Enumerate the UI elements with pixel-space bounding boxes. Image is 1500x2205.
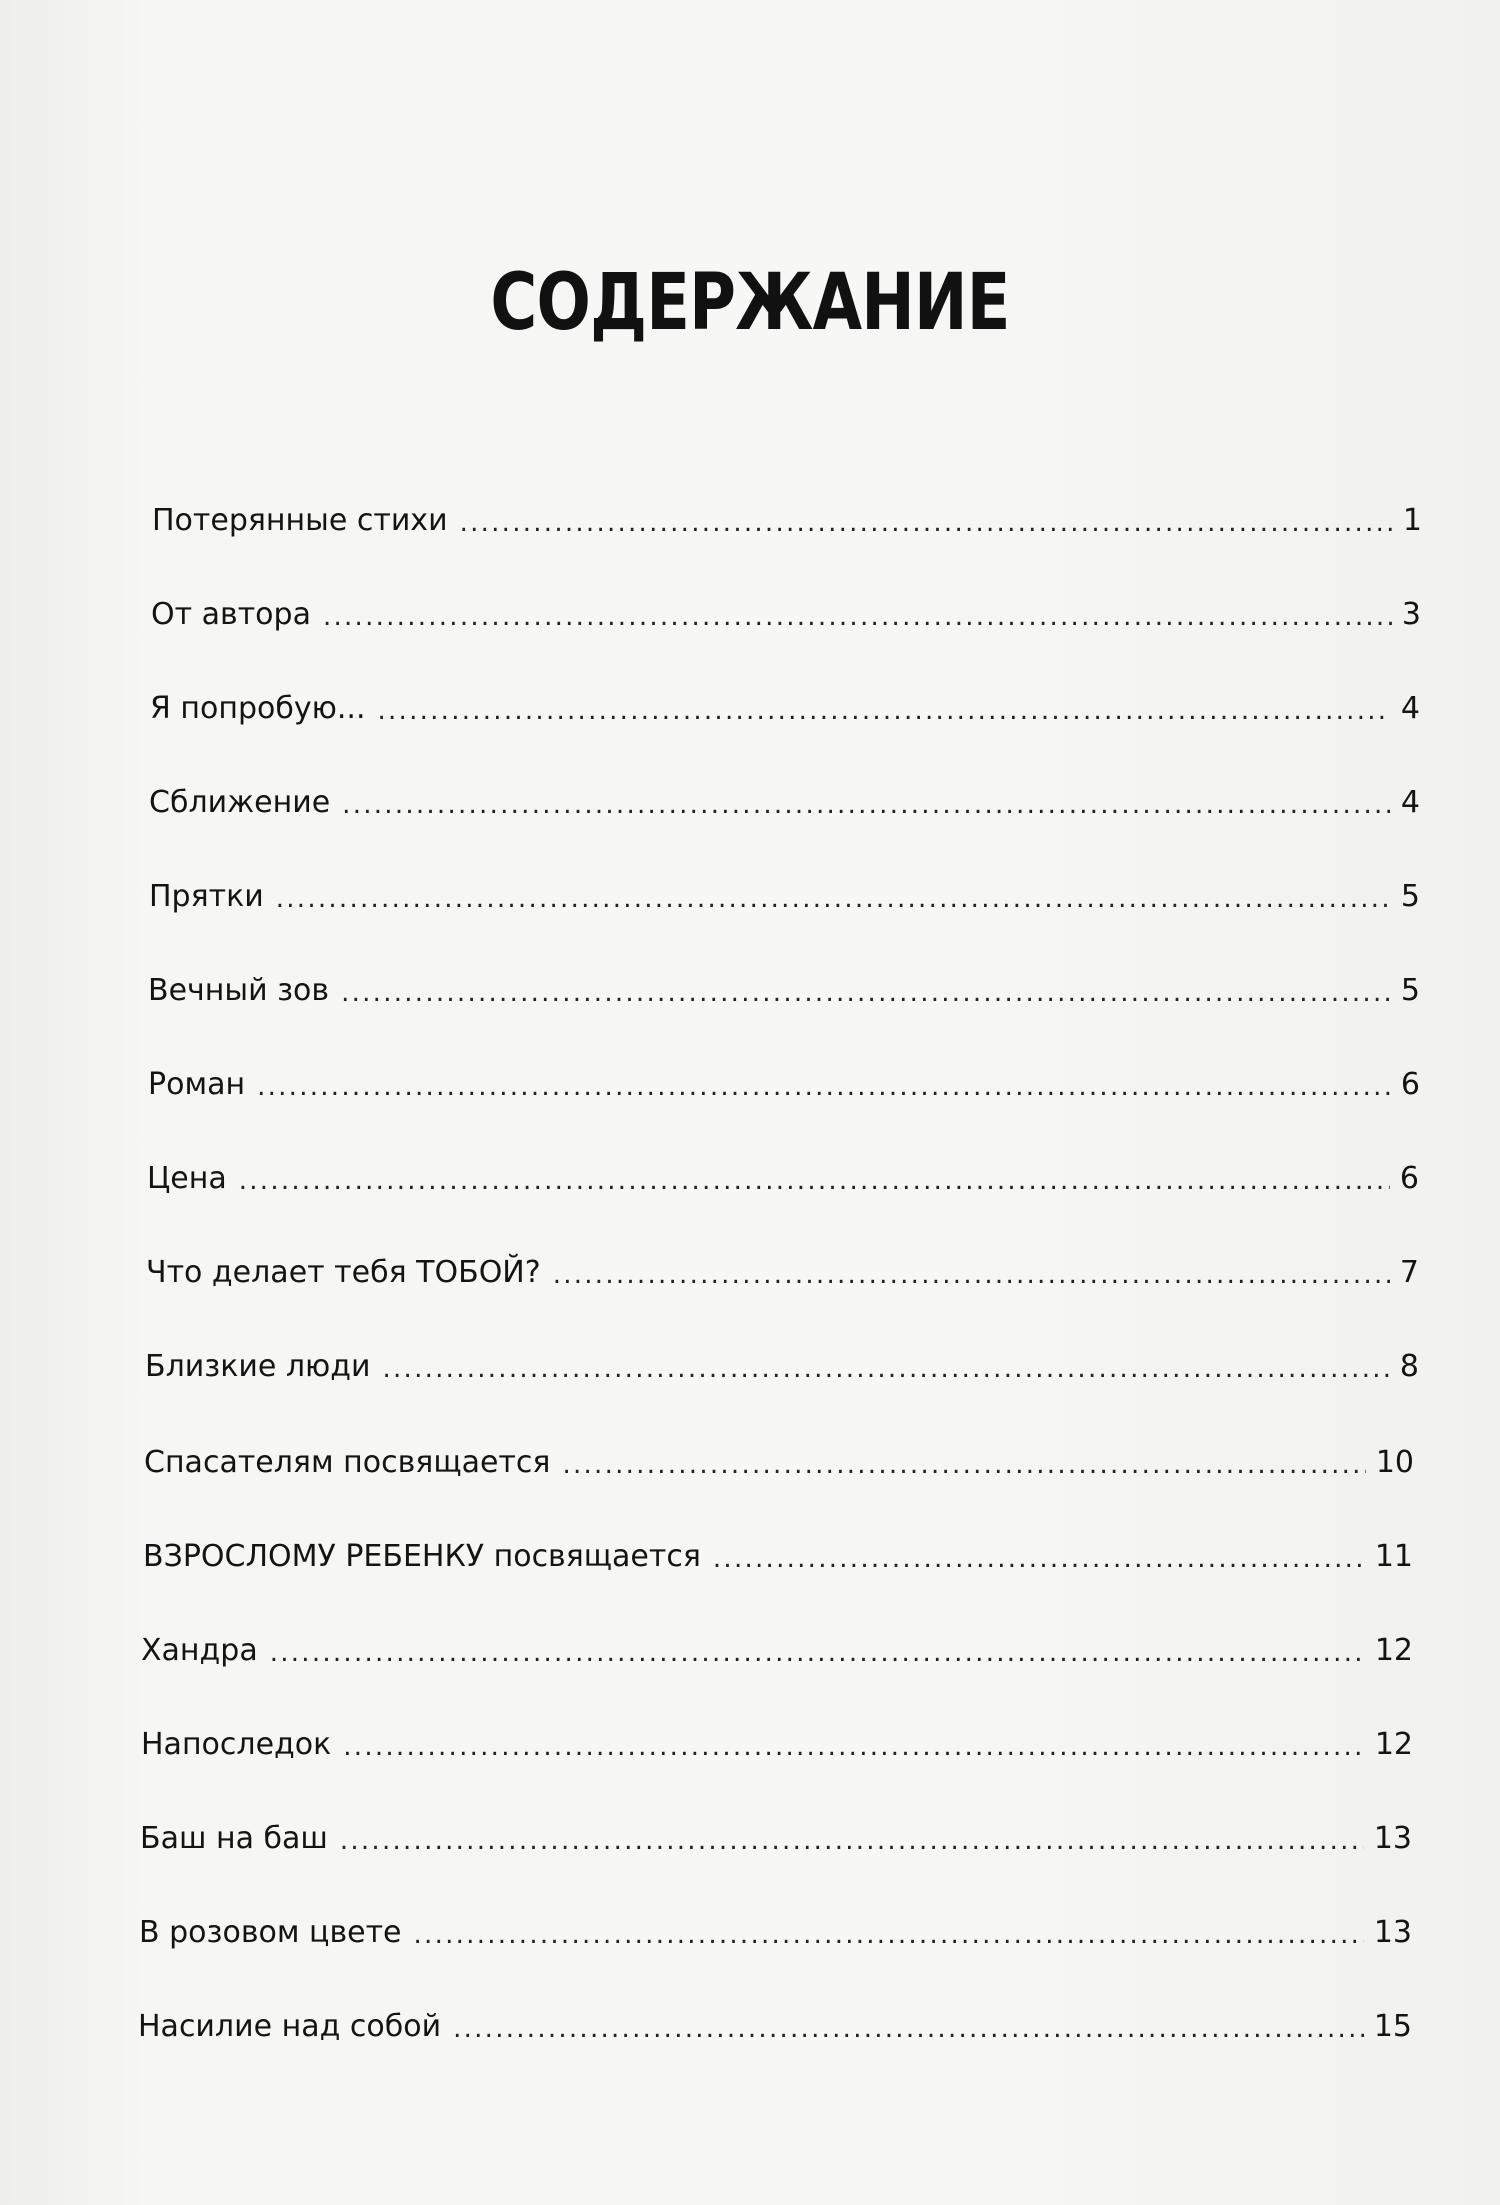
toc-entry-page: 4 bbox=[1400, 785, 1420, 820]
toc-leader-dots bbox=[341, 972, 1391, 1008]
toc-entry-page: 12 bbox=[1374, 1633, 1413, 1668]
toc-leader-dots bbox=[340, 1820, 1364, 1856]
toc-entry bbox=[143, 1534, 1413, 1574]
toc-entry bbox=[144, 1440, 1414, 1480]
toc-leader-dots bbox=[342, 784, 1391, 820]
toc-leader-dots bbox=[270, 1632, 1365, 1668]
toc-leader-dots bbox=[343, 1726, 1365, 1762]
toc-leader-dots bbox=[713, 1538, 1365, 1574]
toc-entry-page: 8 bbox=[1399, 1349, 1419, 1384]
toc-entry-title: В розовом цвете bbox=[139, 1915, 402, 1950]
toc-entry-title: Напоследок bbox=[141, 1727, 332, 1762]
toc-entry-page: 6 bbox=[1399, 1161, 1419, 1196]
toc-leader-dots bbox=[414, 1914, 1364, 1950]
toc-entry-title: Вечный зов bbox=[148, 973, 330, 1008]
toc-entry-title: Прятки bbox=[149, 879, 264, 914]
toc-entry bbox=[145, 1344, 1419, 1384]
toc-entry-title: Потерянные стихи bbox=[152, 503, 448, 538]
toc-leader-dots bbox=[239, 1160, 1390, 1196]
toc-entry-page: 15 bbox=[1373, 2009, 1412, 2044]
toc-entry bbox=[149, 874, 1420, 914]
toc-leader-dots bbox=[553, 1254, 1390, 1290]
toc-leader-dots bbox=[382, 1348, 1389, 1384]
toc-entry bbox=[138, 2004, 1412, 2044]
toc-entry-title: Баш на баш bbox=[140, 1821, 328, 1856]
toc-entry-page: 1 bbox=[1402, 503, 1422, 538]
toc-leader-dots bbox=[276, 878, 1391, 914]
toc-entry bbox=[147, 1156, 1419, 1196]
toc-entry bbox=[146, 1250, 1419, 1290]
toc-entry-title: Хандра bbox=[141, 1633, 258, 1668]
toc-leader-dots bbox=[562, 1444, 1365, 1480]
toc-entry-title: ВЗРОСЛОМУ РЕБЕНКУ посвящается bbox=[143, 1539, 701, 1574]
toc-entry-title: Роман bbox=[148, 1067, 246, 1102]
toc-entry bbox=[148, 968, 1420, 1008]
toc-entry-page: 5 bbox=[1400, 973, 1420, 1008]
toc-leader-dots bbox=[377, 690, 1390, 726]
toc-entry-page: 13 bbox=[1373, 1821, 1412, 1856]
toc-entry bbox=[149, 780, 1420, 820]
toc-entry-page: 10 bbox=[1375, 1445, 1414, 1480]
toc-entry-page: 4 bbox=[1400, 691, 1420, 726]
toc-leader-dots bbox=[257, 1066, 1391, 1102]
toc-entry bbox=[150, 686, 1420, 726]
toc-entry-page: 3 bbox=[1401, 597, 1421, 632]
toc-leader-dots bbox=[460, 502, 1393, 538]
toc-entry bbox=[148, 1062, 1420, 1102]
toc-entry-title: Сближение bbox=[149, 785, 331, 820]
toc-leader-dots bbox=[453, 2008, 1364, 2044]
toc-entry bbox=[140, 1816, 1412, 1856]
page-title: СОДЕРЖАНИЕ bbox=[490, 258, 1010, 348]
toc-entry bbox=[141, 1722, 1413, 1762]
toc-entry-title: Насилие над собой bbox=[138, 2009, 442, 2044]
toc-entry-title: Что делает тебя ТОБОЙ? bbox=[146, 1255, 541, 1290]
toc-entry-page: 6 bbox=[1400, 1067, 1420, 1102]
toc-entry-title: Близкие люди bbox=[145, 1349, 371, 1384]
toc-entry-page: 13 bbox=[1373, 1915, 1412, 1950]
toc-entry-page: 11 bbox=[1374, 1539, 1413, 1574]
toc-entry-page: 7 bbox=[1399, 1255, 1419, 1290]
toc-entry-title: От автора bbox=[151, 597, 311, 632]
toc-entry bbox=[152, 498, 1422, 538]
toc-entry bbox=[141, 1628, 1413, 1668]
toc-entry-page: 5 bbox=[1400, 879, 1420, 914]
toc-entry-page: 12 bbox=[1374, 1727, 1413, 1762]
toc-entry bbox=[139, 1910, 1412, 1950]
toc-entry-title: Спасателям посвящается bbox=[144, 1445, 551, 1480]
toc-entry-title: Цена bbox=[147, 1161, 227, 1196]
toc-leader-dots bbox=[323, 596, 1392, 632]
toc-entry bbox=[151, 592, 1421, 632]
toc-entry-title: Я попробую... bbox=[150, 691, 366, 726]
